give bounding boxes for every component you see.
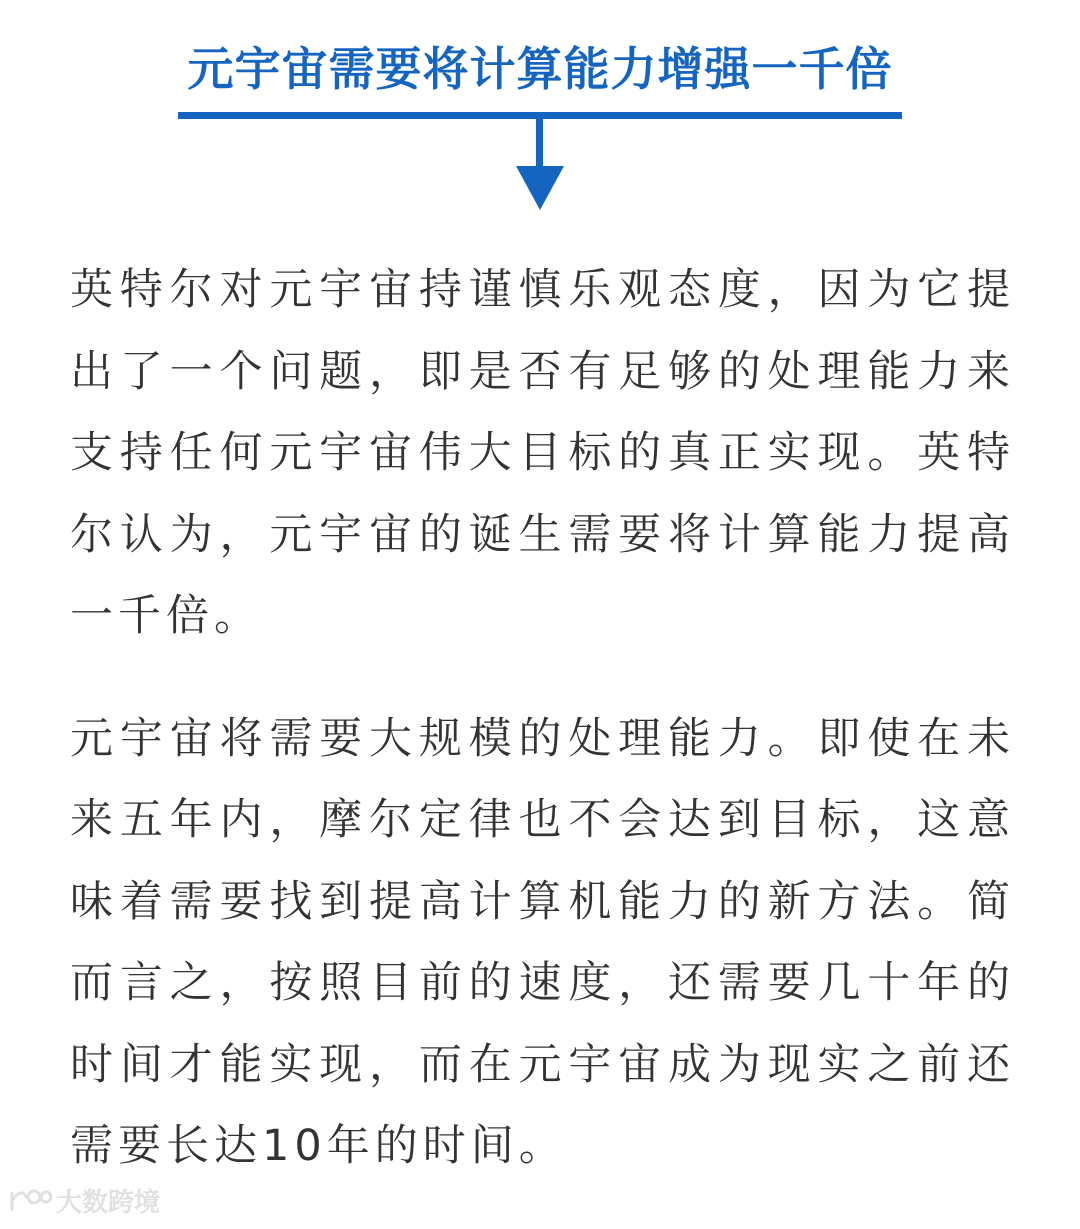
watermark-text: 大数跨境: [56, 1187, 161, 1218]
section-title: 元宇宙需要将计算能力增强一千倍: [187, 42, 893, 96]
title-underline: [178, 112, 902, 119]
article-body: [70, 250, 1015, 1229]
arrow-down-icon: [516, 166, 564, 210]
watermark: [8, 1180, 160, 1220]
watermark-logo-icon: [8, 1183, 52, 1217]
section-header: [0, 0, 1080, 215]
paragraph-processing-power: 元宇宙将需要大规模的处理能力。即使在未来五年内，摩尔定律也不会达到目标，这意味着需要找到提高计算机能力的新方法。简而言之，按照目前的速度，还需要几十年的时间才能实现，而在元宇宙成为现实之前还需要长达10年的时间。: [70, 713, 1015, 1171]
arrow-stem: [536, 119, 543, 169]
paragraph-intel-view: 英特尔对元宇宙持谨慎乐观态度，因为它提出了一个问题，即是否有足够的处理能力来支持任何元宇宙伟大目标的真正实现。英特尔认为，元宇宙的诞生需要将计算能力提高一千倍。: [70, 265, 1015, 641]
